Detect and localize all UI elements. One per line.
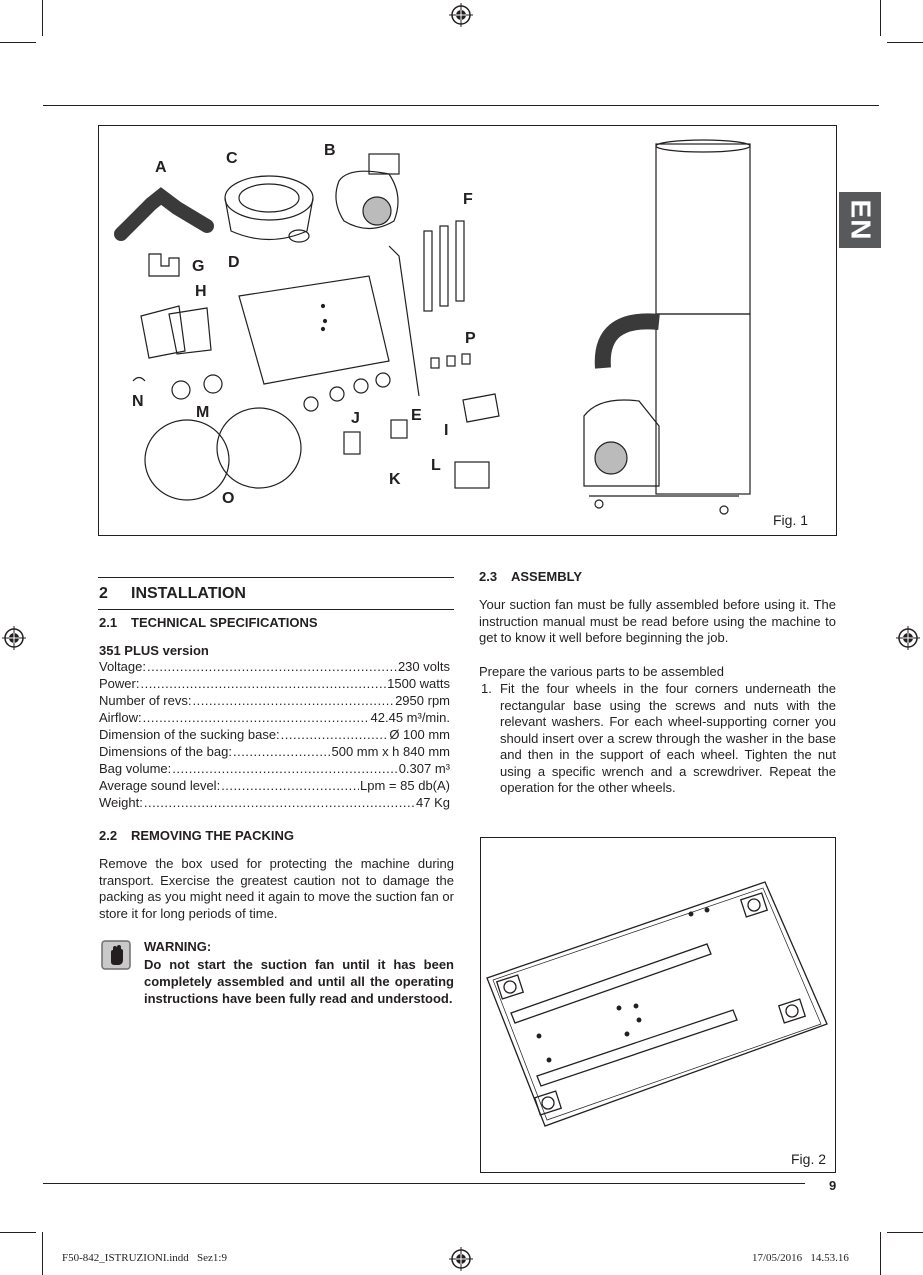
registration-mark-icon <box>449 3 473 27</box>
removing-packing-text: Remove the box used for protecting the machine during transport. Exercise the greatest caution not to damage the packing as you might need it again to move the suction fan or store it for long periods of time. <box>99 856 454 921</box>
part-label-n: N <box>132 393 144 410</box>
subheading-number: 2.2 <box>99 828 118 843</box>
part-label-h: H <box>195 283 207 300</box>
crop-mark <box>42 0 43 36</box>
subheading-number: 2.3 <box>479 569 498 584</box>
spec-value: 230 volts <box>397 659 450 674</box>
spec-row <box>99 727 450 744</box>
part-label-g: G <box>192 258 205 275</box>
spec-row <box>99 659 450 676</box>
part-label-d: D <box>228 254 240 271</box>
crop-mark <box>887 1232 923 1233</box>
header-rule <box>43 105 879 106</box>
subheading-removing-packing: REMOVING THE PACKING <box>131 828 294 843</box>
section-rule-bottom <box>98 609 454 610</box>
warning-text: Do not start the suction fan until it has been completely assembled and until all the operating instructions have been fully read and understood. <box>144 957 454 1006</box>
part-label-o: O <box>222 490 235 507</box>
spec-label: Bag volume: <box>99 761 172 776</box>
language-tab: EN <box>839 192 881 248</box>
assembly-prepare: Prepare the various parts to be assembled <box>479 664 724 679</box>
crop-mark <box>880 0 881 36</box>
spec-row <box>99 744 450 761</box>
spec-value: Lpm = 85 db(A) <box>360 778 450 793</box>
spec-label: Dimension of the sucking base: <box>99 727 280 742</box>
registration-mark-icon <box>2 626 26 650</box>
spec-label: Weight: <box>99 795 143 810</box>
part-label-b: B <box>324 142 336 159</box>
spec-label: Number of revs: <box>99 693 192 708</box>
figure-1 <box>98 125 837 536</box>
section-title: INSTALLATION <box>131 585 246 602</box>
base-plate-illustration <box>481 838 835 1172</box>
part-label-j: J <box>351 410 360 427</box>
section-rule-top <box>98 577 454 578</box>
spec-value: 2950 rpm <box>395 693 450 708</box>
spec-row <box>99 676 450 693</box>
part-label-e: E <box>411 407 422 424</box>
assembly-intro: Your suction fan must be fully assembled before using it. The instruction manual must be read before using the machine to get to know it well before beginning the job. <box>479 597 836 645</box>
spec-value: 500 mm x h 840 mm <box>331 744 450 759</box>
spec-row <box>99 795 450 812</box>
section-number: 2 <box>99 585 108 602</box>
footer-rule <box>43 1183 805 1184</box>
spec-label: Power: <box>99 676 140 691</box>
spec-value: 1500 watts <box>387 676 450 691</box>
crop-mark <box>0 1232 36 1233</box>
step-text: Fit the four wheels in the four corners underneath the rectangular base using the screws and nuts with the relevant washers. For each wheel-supporting corner you should insert over a screw through the washer in the base and then in the support of each wheel. Tighten the nut using a specific wrench and a screwdriver. Repeat the operation for the other wheels. <box>500 681 836 795</box>
spec-label: Dimensions of the bag: <box>99 744 232 759</box>
crop-mark <box>880 1232 881 1275</box>
footer-date: 17/05/2016 14.53.16 <box>752 1252 849 1264</box>
subheading-tech-specs: TECHNICAL SPECIFICATIONS <box>131 615 318 630</box>
spec-value: Ø 100 mm <box>389 727 450 742</box>
footer-filename: F50-842_ISTRUZIONI.indd Sez1:9 <box>62 1252 227 1264</box>
spec-row <box>99 761 450 778</box>
spec-value: 0.307 m³ <box>398 761 450 776</box>
spec-label: Voltage: <box>99 659 146 674</box>
subheading-number: 2.1 <box>99 615 118 630</box>
figure-2 <box>480 837 836 1173</box>
spec-row <box>99 710 450 727</box>
version-label: 351 PLUS version <box>99 643 209 658</box>
part-label-c: C <box>226 150 238 167</box>
figure-2-caption: Fig. 2 <box>791 1151 827 1167</box>
part-label-k: K <box>389 471 401 488</box>
registration-mark-icon <box>896 626 920 650</box>
page-number: 9 <box>829 1178 837 1193</box>
spec-value: 47 Kg <box>416 795 450 810</box>
part-label-l: L <box>431 457 441 474</box>
step-number: 1. <box>481 681 492 696</box>
registration-mark-icon <box>449 1247 473 1271</box>
spec-row <box>99 778 450 795</box>
figure-1-caption: Fig. 1 <box>773 512 809 528</box>
warning-icon <box>101 940 131 970</box>
spec-label: Airflow: <box>99 710 142 725</box>
subheading-assembly: ASSEMBLY <box>511 569 583 584</box>
part-label-f: F <box>463 191 473 208</box>
spec-row <box>99 693 450 710</box>
crop-mark <box>0 42 36 43</box>
warning-title: WARNING: <box>144 939 212 954</box>
part-label-a: A <box>155 159 167 176</box>
part-label-i: I <box>444 422 449 439</box>
part-label-p: P <box>465 330 476 347</box>
crop-mark <box>42 1232 43 1275</box>
spec-label: Average sound level: <box>99 778 221 793</box>
crop-mark <box>887 42 923 43</box>
part-label-m: M <box>196 404 210 421</box>
spec-value: 42.45 m³/min. <box>370 710 450 725</box>
